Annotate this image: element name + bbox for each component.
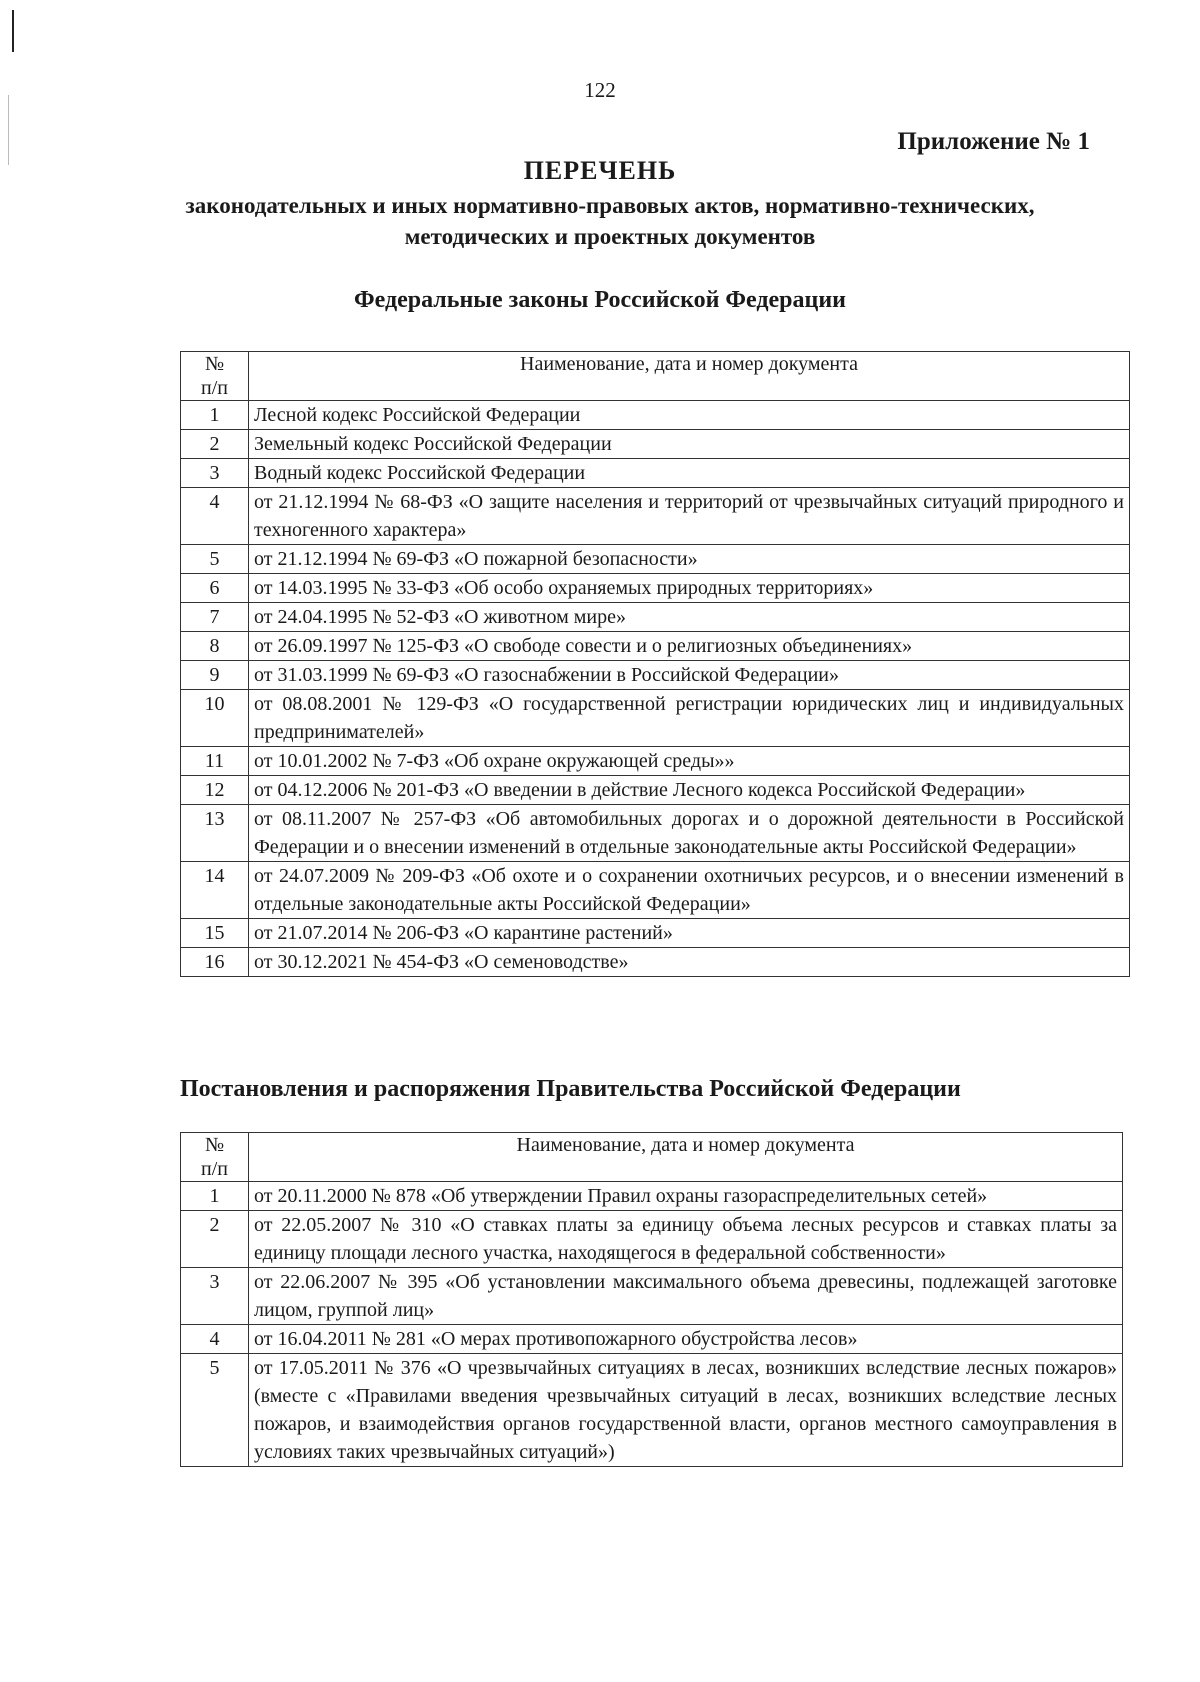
document-name: от 10.01.2002 № 7-ФЗ «Об охране окружающей среды»»: [249, 747, 1130, 776]
scan-edge-shadow: [8, 95, 9, 165]
document-name: от 31.03.1999 № 69-ФЗ «О газоснабжении в Российской Федерации»: [249, 661, 1130, 690]
column-header-name: Наименование, дата и номер документа: [249, 1133, 1123, 1182]
table-row: [181, 1268, 1123, 1325]
table-row: [181, 488, 1130, 545]
table-row: [181, 574, 1130, 603]
row-number: 6: [181, 574, 249, 603]
document-name: от 21.07.2014 № 206-ФЗ «О карантине растений»: [249, 919, 1130, 948]
row-number: 2: [181, 1211, 249, 1268]
row-number: 4: [181, 488, 249, 545]
federal-laws-table: [180, 351, 1130, 977]
table-header-row: [181, 1133, 1123, 1182]
document-name: от 16.04.2011 № 281 «О мерах противопожарного обустройства лесов»: [249, 1325, 1123, 1354]
column-header-number-line1: №: [204, 1134, 225, 1156]
document-name: от 30.12.2021 № 454-ФЗ «О семеноводстве»: [249, 948, 1130, 977]
row-number: 5: [181, 545, 249, 574]
federal-laws-rows: [181, 401, 1130, 977]
table-row: [181, 603, 1130, 632]
table-row: [181, 1211, 1123, 1268]
table-row: [181, 430, 1130, 459]
table-row: [181, 545, 1130, 574]
row-number: 2: [181, 430, 249, 459]
column-header-number-line1: №: [204, 353, 225, 375]
document-name: от 21.12.1994 № 69-ФЗ «О пожарной безопасности»: [249, 545, 1130, 574]
table-row: [181, 1182, 1123, 1211]
document-name: от 17.05.2011 № 376 «О чрезвычайных ситуациях в лесах, возникших вследствие лесных пожаров» (вместе с «Правилами введения чрезвычайных ситуаций в лесах, возникших вследствие лесных пожаров, и взаимодействия органов государственной власти, органов местного самоуправления в условиях таких чрезвычайных ситуаций»): [249, 1354, 1123, 1467]
column-header-number: [181, 1133, 249, 1182]
row-number: 4: [181, 1325, 249, 1354]
document-name: от 22.05.2007 № 310 «О ставках платы за единицу объема лесных ресурсов и ставках платы за единицу площади лесного участка, находящегося в федеральной собственности»: [249, 1211, 1123, 1268]
row-number: 15: [181, 919, 249, 948]
table-row: [181, 401, 1130, 430]
document-name: от 08.08.2001 № 129-ФЗ «О государственной регистрации юридических лиц и индивидуальных предпринимателей»: [249, 690, 1130, 747]
table-row: [181, 459, 1130, 488]
page-number: 122: [584, 78, 616, 102]
document-name: Земельный кодекс Российской Федерации: [249, 430, 1130, 459]
document-subtitle: законодательных и иных нормативно-правовых актов, нормативно-технических, методических и проектных документов: [185, 193, 1035, 249]
table-row: [181, 747, 1130, 776]
table-row: [181, 661, 1130, 690]
column-header-name: Наименование, дата и номер документа: [249, 352, 1130, 401]
document-name: Лесной кодекс Российской Федерации: [249, 401, 1130, 430]
document-name: от 08.11.2007 № 257-ФЗ «Об автомобильных дорогах и о дорожной деятельности в Российской Федерации и о внесении изменений в отдельные законодательные акты Российской Федерации»: [249, 805, 1130, 862]
section-heading-federal-laws: Федеральные законы Российской Федерации: [354, 287, 846, 313]
row-number: 8: [181, 632, 249, 661]
document-name: от 04.12.2006 № 201-ФЗ «О введении в действие Лесного кодекса Российской Федерации»: [249, 776, 1130, 805]
table-row: [181, 948, 1130, 977]
row-number: 1: [181, 401, 249, 430]
row-number: 14: [181, 862, 249, 919]
column-header-number: [181, 352, 249, 401]
document-name: от 24.07.2009 № 209-ФЗ «Об охоте и о сохранении охотничьих ресурсов, и о внесении изменений в отдельные законодательные акты Российской Федерации»: [249, 862, 1130, 919]
row-number: 13: [181, 805, 249, 862]
column-header-number-line2: п/п: [201, 1158, 228, 1180]
document-name: от 21.12.1994 № 68-ФЗ «О защите населения и территорий от чрезвычайных ситуаций природного и техногенного характера»: [249, 488, 1130, 545]
table-row: [181, 776, 1130, 805]
row-number: 10: [181, 690, 249, 747]
row-number: 9: [181, 661, 249, 690]
table-row: [181, 862, 1130, 919]
row-number: 16: [181, 948, 249, 977]
table-row: [181, 632, 1130, 661]
row-number: 3: [181, 1268, 249, 1325]
row-number: 5: [181, 1354, 249, 1467]
table-row: [181, 1354, 1123, 1467]
table-row: [181, 919, 1130, 948]
document-name: от 20.11.2000 № 878 «Об утверждении Правил охраны газораспределительных сетей»: [249, 1182, 1123, 1211]
document-title: ПЕРЕЧЕНЬ: [523, 156, 677, 185]
row-number: 3: [181, 459, 249, 488]
appendix-label: Приложение № 1: [897, 128, 1090, 155]
document-name: от 22.06.2007 № 395 «Об установлении максимального объема древесины, подлежащей заготовке лицом, группой лиц»: [249, 1268, 1123, 1325]
document-name: Водный кодекс Российской Федерации: [249, 459, 1130, 488]
row-number: 1: [181, 1182, 249, 1211]
government-decrees-table: [180, 1132, 1123, 1467]
government-decrees-rows: [181, 1182, 1123, 1467]
section-heading-government-decrees: Постановления и распоряжения Правительства Российской Федерации: [180, 1076, 961, 1102]
table-header-row: [181, 352, 1130, 401]
scan-edge-mark: [12, 10, 14, 52]
table-row: [181, 1325, 1123, 1354]
document-name: от 24.04.1995 № 52-ФЗ «О животном мире»: [249, 603, 1130, 632]
document-name: от 14.03.1995 № 33-ФЗ «Об особо охраняемых природных территориях»: [249, 574, 1130, 603]
table-row: [181, 805, 1130, 862]
row-number: 11: [181, 747, 249, 776]
table-row: [181, 690, 1130, 747]
document-name: от 26.09.1997 № 125-ФЗ «О свободе совести и о религиозных объединениях»: [249, 632, 1130, 661]
row-number: 12: [181, 776, 249, 805]
column-header-number-line2: п/п: [201, 377, 228, 399]
row-number: 7: [181, 603, 249, 632]
